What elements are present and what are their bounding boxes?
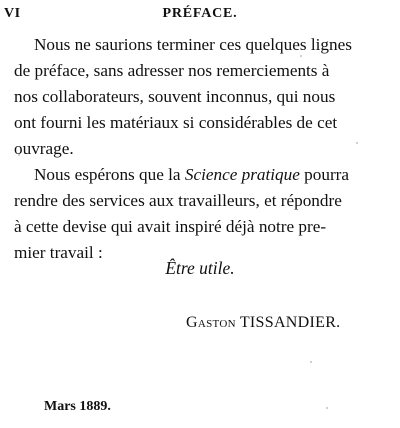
paragraph-acknowledgements xyxy=(14,32,392,162)
paragraph-hope xyxy=(14,162,392,266)
author-signature xyxy=(186,314,340,332)
text-line: de préface, sans adresser nos remerciements à xyxy=(14,61,330,80)
page-header xyxy=(0,4,400,24)
text-line: ont fourni les matériaux si considérables de cet xyxy=(14,113,338,132)
book-title: Science pratique xyxy=(184,165,300,184)
preface-date: Mars 1889. xyxy=(44,399,111,414)
text-line: Nous ne saurions terminer ces quelques lignes xyxy=(34,35,352,54)
paper-speck xyxy=(18,154,20,156)
paper-speck xyxy=(300,55,302,57)
text-segment: pourra xyxy=(299,165,350,184)
paper-speck xyxy=(310,361,312,363)
text-line: rendre des services aux travailleurs, et répondre xyxy=(14,191,342,210)
author-first-name: Gaston xyxy=(186,314,236,331)
text-line: nos collaborateurs, souvent inconnus, qui nous xyxy=(14,87,336,106)
paper-speck xyxy=(356,142,358,144)
text-line: à cette devise qui avait inspiré déjà notre pre- xyxy=(14,217,327,236)
running-title: PRÉFACE. xyxy=(162,6,238,21)
text-line xyxy=(14,162,392,188)
author-last-name: TISSANDIER. xyxy=(239,314,341,331)
text-segment: Nous espérons que la xyxy=(34,165,185,184)
paper-speck xyxy=(326,407,328,409)
text-line: mier travail : xyxy=(14,243,103,262)
preface-body xyxy=(14,32,392,266)
motto: Être utile. xyxy=(165,258,235,278)
text-line: ouvrage. xyxy=(14,139,74,158)
page-number: VI xyxy=(4,6,21,21)
